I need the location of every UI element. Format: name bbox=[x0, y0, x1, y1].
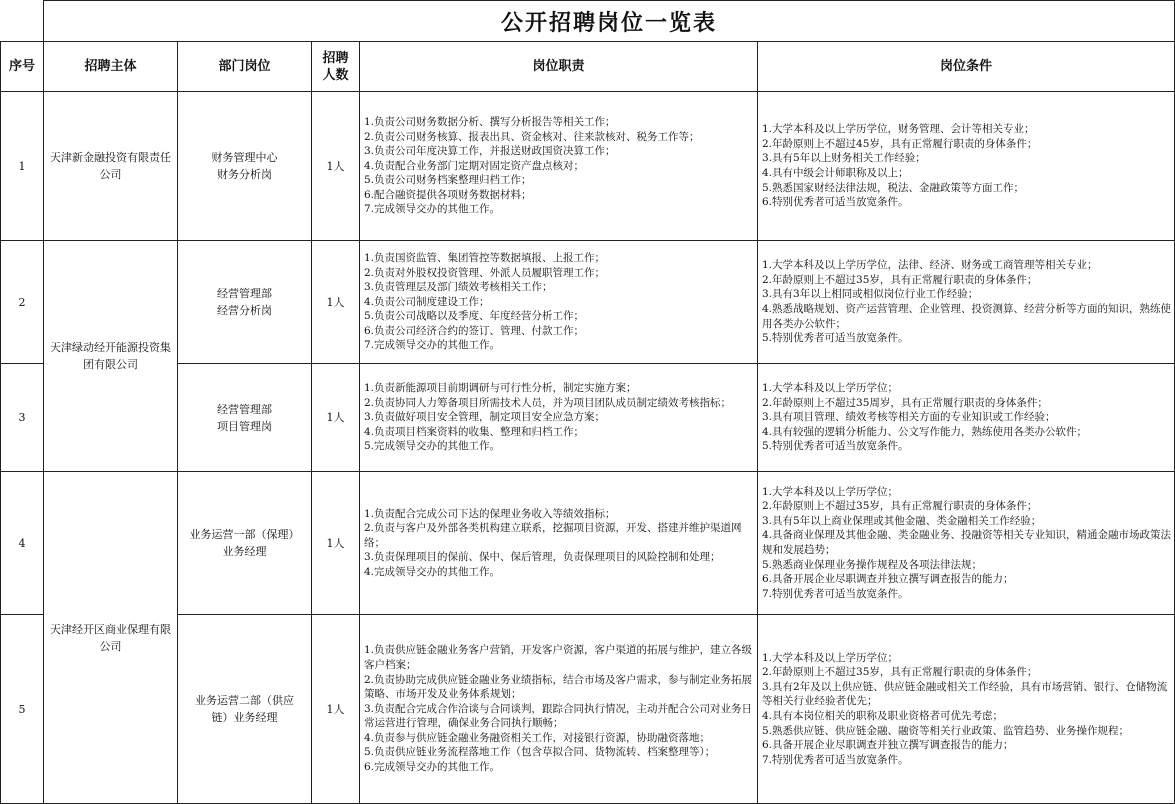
dept-line2: 业务经理 bbox=[222, 545, 267, 558]
page-title: 公开招聘岗位一览表 bbox=[44, 1, 1175, 42]
list-item: 2.负责公司财务核算、报表出具、资金核对、往来款核对、税务工作等； bbox=[364, 130, 700, 143]
list-item: 4.负责配合业务部门定期对固定资产盘点核对； bbox=[364, 159, 585, 172]
requirements-cell bbox=[758, 241, 1175, 364]
dept-line1: 财务管理中心 bbox=[211, 151, 278, 164]
header-requirements: 岗位条件 bbox=[758, 42, 1175, 92]
header-count bbox=[312, 42, 360, 92]
list-item: 4.具备商业保理及其他金融、类金融业务、投融资等相关专业知识，精通金融市场政策法规和发展趋势； bbox=[762, 529, 1172, 556]
list-item: 7.特别优秀者可适当放宽条件。 bbox=[762, 587, 909, 600]
list-item: 6.配合融资提供各项财务数据材料； bbox=[364, 188, 532, 201]
dept-line1: 经营管理部 bbox=[217, 402, 272, 416]
employer-cell: 天津绿动经开能源投资集团有限公司 bbox=[44, 241, 178, 472]
duties-cell bbox=[360, 364, 758, 472]
list-item: 4.完成领导交办的其他工作。 bbox=[364, 565, 501, 578]
dept-line2: 链）业务经理 bbox=[211, 711, 278, 724]
list-item: 6.完成领导交办的其他工作。 bbox=[364, 761, 501, 774]
dept-line2: 财务分析岗 bbox=[217, 168, 272, 181]
list-item: 5.特别优秀者可适当放宽条件。 bbox=[762, 332, 909, 345]
header-row bbox=[1, 42, 1175, 92]
list-item: 3.具有5年以上财务相关工作经验； bbox=[762, 152, 926, 165]
list-item: 6.具备开展企业尽职调查并独立撰写调查报告的能力； bbox=[762, 739, 1014, 752]
duties-cell bbox=[360, 92, 758, 241]
list-item: 2.年龄原则上不超过35岁，具有正常履行职责的身体条件； bbox=[762, 273, 1038, 286]
department-cell bbox=[178, 92, 312, 241]
list-item: 1.负责配合完成公司下达的保理业务收入等绩效指标； bbox=[364, 507, 616, 520]
list-item: 5.熟悉国家财经法律法规，税法、金融政策等方面工作； bbox=[762, 181, 1025, 194]
list-item: 2.负责协助完成供应链金融业务业绩指标，结合市场及客户需求，参与制定业务拓展策略、市场开发及业务体系规划； bbox=[364, 673, 753, 701]
list-item: 4.熟悉战略规划、资产运营管理、企业管理、投资测算、经营分析等方面的知识，熟练使用各类办公软件； bbox=[762, 303, 1172, 330]
row-seq: 3 bbox=[1, 364, 44, 472]
list-item: 2.负责对外股权投资管理、外派人员履职管理工作； bbox=[364, 266, 606, 279]
list-item: 4.具有本岗位相关的职称及职业资格者可优先考虑； bbox=[762, 710, 1004, 722]
list-item: 2.负责与客户及外部各类机构建立联系，挖掘项目资源，开发、搭建并维护渠道网络； bbox=[364, 522, 742, 549]
list-item: 5.负责公司战略以及季度、年度经营分析工作； bbox=[364, 310, 585, 323]
list-item: 1.负责国资监管、集团管控等数据填报、上报工作； bbox=[364, 251, 606, 264]
duties-cell bbox=[360, 615, 758, 804]
list-item: 2.年龄原则上不超过35岁，具有正常履行职责的身体条件； bbox=[762, 666, 1038, 679]
list-item: 1.负责公司财务数据分析、撰写分析报告等相关工作； bbox=[364, 115, 616, 128]
list-item: 5.负责公司财务档案整理归档工作； bbox=[364, 174, 532, 187]
department-cell bbox=[178, 615, 312, 804]
header-count-line2: 人数 bbox=[322, 67, 349, 83]
table-row bbox=[1, 472, 1175, 615]
list-item: 3.负责配合完成合作洽谈与合同谈判，跟踪合同执行情况，主动并配合公司对业务日常运营进行管理，确保业务合同执行顺畅； bbox=[364, 702, 753, 730]
list-item: 1.大学本科及以上学历学位； bbox=[762, 651, 899, 664]
requirements-cell bbox=[758, 615, 1175, 804]
list-item: 2.年龄原则上不超过35周岁，具有正常履行职责的身体条件； bbox=[762, 396, 1048, 409]
dept-line1: 业务运营二部（供应 bbox=[195, 694, 294, 707]
list-item: 1.大学本科及以上学历学位； bbox=[762, 382, 899, 395]
list-item: 1.负责新能源项目前期调研与可行性分析，制定实施方案； bbox=[364, 382, 637, 395]
list-item: 3.具有项目管理、绩效考核等相关方面的专业知识或工作经验； bbox=[762, 411, 1056, 424]
table-row bbox=[1, 92, 1175, 241]
table-row bbox=[1, 241, 1175, 364]
dept-line2: 经营分析岗 bbox=[217, 304, 272, 317]
list-item: 5.特别优秀者可适当放宽条件。 bbox=[762, 440, 909, 453]
list-item: 2.年龄原则上不超过35岁，具有正常履行职责的身体条件； bbox=[762, 500, 1038, 513]
list-item: 4.具有较强的逻辑分析能力、公文写作能力，熟练使用各类办公软件； bbox=[762, 425, 1088, 438]
row-seq: 5 bbox=[1, 615, 44, 804]
table-row bbox=[1, 364, 1175, 472]
list-item: 5.熟悉商业保理业务操作规程及各项法律法规； bbox=[762, 558, 983, 571]
department-cell bbox=[178, 472, 312, 615]
list-item: 3.具有3年以上相同或相似岗位行业工作经验； bbox=[762, 288, 979, 301]
header-department: 部门岗位 bbox=[178, 42, 312, 92]
list-item: 4.负责公司制度建设工作； bbox=[364, 295, 490, 308]
list-item: 3.负责做好项目安全管理，制定项目安全应急方案； bbox=[364, 411, 606, 424]
row-seq: 1 bbox=[1, 92, 44, 241]
list-item: 3.具有2年及以上供应链、供应链金融或相关工作经验，具有市场营销、银行、仓储物流等相关行业经验者优先； bbox=[762, 680, 1168, 708]
department-cell bbox=[178, 241, 312, 364]
list-item: 1.大学本科及以上学历学位，法律、经济、财务或工商管理等相关专业； bbox=[762, 259, 1098, 272]
header-seq: 序号 bbox=[1, 42, 44, 92]
employer-cell: 天津新金融投资有限责任公司 bbox=[44, 92, 178, 241]
count-cell: 1人 bbox=[312, 241, 360, 364]
header-duties: 岗位职责 bbox=[360, 42, 758, 92]
dept-line1: 经营管理部 bbox=[217, 287, 272, 300]
header-employer: 招聘主体 bbox=[44, 42, 178, 92]
list-item: 6.负责公司经济合约的签订、管理、付款工作； bbox=[364, 324, 585, 337]
count-cell: 1人 bbox=[312, 364, 360, 472]
list-item: 3.负责管理层及部门绩效考核相关工作； bbox=[364, 281, 553, 294]
requirements-cell bbox=[758, 92, 1175, 241]
list-item: 1.大学本科及以上学历学位； bbox=[762, 485, 899, 498]
list-item: 1.大学本科及以上学历学位，财务管理、会计等相关专业； bbox=[762, 123, 1035, 136]
list-item: 7.特别优秀者可适当放宽条件。 bbox=[762, 753, 909, 766]
count-cell: 1人 bbox=[312, 472, 360, 615]
list-item: 5.完成领导交办的其他工作。 bbox=[364, 440, 501, 453]
list-item: 4.负责项目档案资料的收集、整理和归档工作； bbox=[364, 425, 585, 438]
list-item: 5.熟悉供应链、供应链金融、融资等相关行业政策、监管趋势、业务操作规程； bbox=[762, 724, 1130, 737]
list-item: 1.负责供应链金融业务客户营销，开发客户资源，客户渠道的拓展与维护，建立各级客户档案； bbox=[364, 644, 753, 671]
header-count-line1: 招聘 bbox=[322, 50, 349, 66]
list-item: 2.负责协同人力筹备项目所需技术人员，并为项目团队成员制定绩效考核指标； bbox=[364, 396, 732, 409]
list-item: 6.具备开展企业尽职调查并独立撰写调查报告的能力； bbox=[762, 573, 1014, 586]
list-item: 3.负责保理项目的保前、保中、保后管理，负责保理项目的风险控制和处理； bbox=[364, 551, 721, 564]
list-item: 7.完成领导交办的其他工作。 bbox=[364, 203, 501, 216]
dept-line1: 业务运营一部（保理） bbox=[189, 528, 300, 541]
duties-cell bbox=[360, 241, 758, 364]
list-item: 5.负责供应链业务流程落地工作（包含草拟合同、货物流转、档案整理等）； bbox=[364, 746, 716, 759]
row-seq: 4 bbox=[1, 472, 44, 615]
requirements-cell bbox=[758, 364, 1175, 472]
list-item: 4.具有中级会计师职称及以上； bbox=[762, 167, 909, 179]
table-row bbox=[1, 615, 1175, 804]
list-item: 7.完成领导交办的其他工作。 bbox=[364, 339, 501, 352]
duties-cell bbox=[360, 472, 758, 615]
list-item: 3.具有5年以上商业保理或其他金融、类金融相关工作经验； bbox=[762, 514, 1042, 527]
employer-cell: 天津经开区商业保理有限公司 bbox=[44, 472, 178, 804]
list-item: 6.特别优秀者可适当放宽条件。 bbox=[762, 196, 909, 209]
department-cell bbox=[178, 364, 312, 472]
title-corner bbox=[1, 1, 44, 42]
requirements-cell bbox=[758, 472, 1175, 615]
count-cell: 1人 bbox=[312, 615, 360, 804]
count-cell: 1人 bbox=[312, 92, 360, 241]
list-item: 2.年龄原则上不超过45岁，具有正常履行职责的身体条件； bbox=[762, 137, 1038, 150]
dept-line2: 项目管理岗 bbox=[217, 419, 272, 433]
list-item: 3.负责公司年度决算工作，并报送财政国资决算工作； bbox=[364, 145, 616, 158]
row-seq: 2 bbox=[1, 241, 44, 364]
list-item: 4.负责参与供应链金融业务融资相关工作，对接银行资源，协助融资落地； bbox=[364, 731, 711, 744]
